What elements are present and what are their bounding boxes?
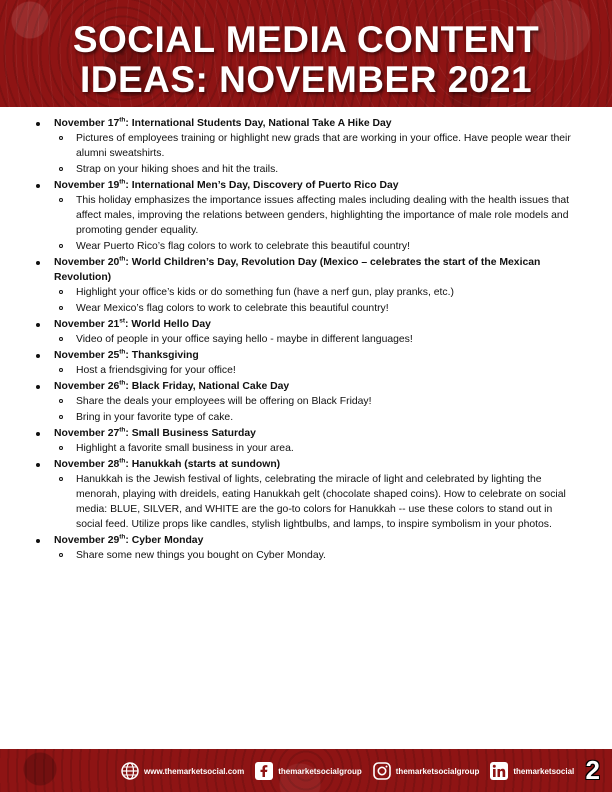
bullet-icon (36, 354, 40, 358)
circle-bullet-icon (59, 167, 63, 171)
event-item (36, 317, 581, 347)
circle-bullet-icon (59, 399, 63, 403)
circle-bullet-icon (59, 244, 63, 248)
circle-bullet-icon (59, 553, 63, 557)
bullet-icon (36, 385, 40, 389)
bullet-icon (36, 463, 40, 467)
event-item (36, 533, 581, 563)
event-heading: November 26th: Black Friday, National Cake Day (54, 379, 290, 392)
event-idea: This holiday emphasizes the importance issues affecting males including dealing with the health issues that affect males, improving the relations between genders, highlighting the importance of male role models and promoting gender equality. (54, 193, 581, 238)
title-line-2: IDEAS: NOVEMBER 2021 (79, 59, 533, 100)
page-number: 2 (585, 755, 600, 785)
bullet-icon (36, 261, 40, 265)
event-item (36, 379, 581, 425)
instagram-link[interactable] (372, 761, 480, 781)
event-idea: Highlight your office’s kids or do something fun (have a nerf gun, play pranks, etc.) (54, 285, 581, 300)
bullet-icon (36, 323, 40, 327)
event-heading: November 28th: Hanukkah (starts at sundown) (54, 457, 281, 470)
event-idea: Wear Mexico’s flag colors to work to celebrate this beautiful country! (54, 301, 581, 316)
event-item (36, 255, 581, 316)
event-idea: Highlight a favorite small business in your area. (54, 441, 581, 456)
circle-bullet-icon (59, 415, 63, 419)
event-heading: November 19th: International Men’s Day, Discovery of Puerto Rico Day (54, 178, 399, 191)
bullet-icon (36, 184, 40, 188)
circle-bullet-icon (59, 306, 63, 310)
event-idea: Video of people in your office saying hello - maybe in different languages! (54, 332, 581, 347)
footer-contacts (120, 759, 574, 783)
event-item (36, 426, 581, 456)
bullet-icon (36, 539, 40, 543)
circle-bullet-icon (59, 198, 63, 202)
event-idea: Hanukkah is the Jewish festival of lights, celebrating the miracle of light and celebrated by lighting the menorah, playing with dreidels, eating Hanukkah gelt (chocolate shaped coins). How to celebrate on social media: BLUE, SILVER, and WHITE are the go-to colors for Hanukkah -- use these colors to stand out in social feed. Utilize props like candles, stylish lightbulbs, and lamps, to inspire symbolism in your photos. (54, 472, 581, 532)
instagram-text: themarketsocialgroup (395, 766, 480, 776)
title-line-1: SOCIAL MEDIA CONTENT (72, 19, 540, 60)
bullet-icon (36, 432, 40, 436)
linkedin-text: themarketsocial (513, 766, 575, 776)
event-heading: November 25th: Thanksgiving (54, 348, 199, 361)
footer-banner (0, 749, 612, 792)
website-link[interactable] (120, 761, 244, 781)
event-idea: Wear Puerto Rico’s flag colors to work to celebrate this beautiful country! (54, 239, 581, 254)
circle-bullet-icon (59, 136, 63, 140)
page-title (0, 20, 612, 100)
event-heading: November 17th: International Students Day, National Take A Hike Day (54, 116, 392, 129)
facebook-link[interactable] (254, 761, 362, 781)
event-idea: Share the deals your employees will be offering on Black Friday! (54, 394, 581, 409)
circle-bullet-icon (59, 368, 63, 372)
event-heading: November 27th: Small Business Saturday (54, 426, 256, 439)
event-heading: November 21st: World Hello Day (54, 317, 211, 330)
website-text: www.themarketsocial.com (144, 766, 245, 776)
circle-bullet-icon (59, 337, 63, 341)
circle-bullet-icon (59, 290, 63, 294)
event-heading: November 29th: Cyber Monday (54, 533, 204, 546)
event-idea: Strap on your hiking shoes and hit the trails. (54, 162, 581, 177)
facebook-icon (254, 761, 274, 781)
linkedin-icon (489, 761, 509, 781)
instagram-icon (372, 761, 392, 781)
bullet-icon (36, 122, 40, 126)
linkedin-link[interactable] (489, 761, 574, 781)
globe-icon (120, 761, 140, 781)
event-item (36, 348, 581, 378)
event-heading: November 20th: World Children’s Day, Revolution Day (Mexico – celebrates the start of the Mexican Revolution) (54, 255, 541, 283)
event-item (36, 178, 581, 254)
facebook-text: themarketsocialgroup (278, 766, 362, 776)
circle-bullet-icon (59, 477, 63, 481)
header-banner (0, 0, 612, 107)
circle-bullet-icon (59, 446, 63, 450)
event-idea: Bring in your favorite type of cake. (54, 410, 581, 425)
event-item (36, 116, 581, 177)
event-idea: Host a friendsgiving for your office! (54, 363, 581, 378)
event-idea: Pictures of employees training or highlight new grads that are working in your office. Have people wear their alumni sweatshirts. (54, 131, 581, 161)
event-item (36, 457, 581, 532)
event-list (36, 116, 581, 564)
event-idea: Share some new things you bought on Cyber Monday. (54, 548, 581, 563)
